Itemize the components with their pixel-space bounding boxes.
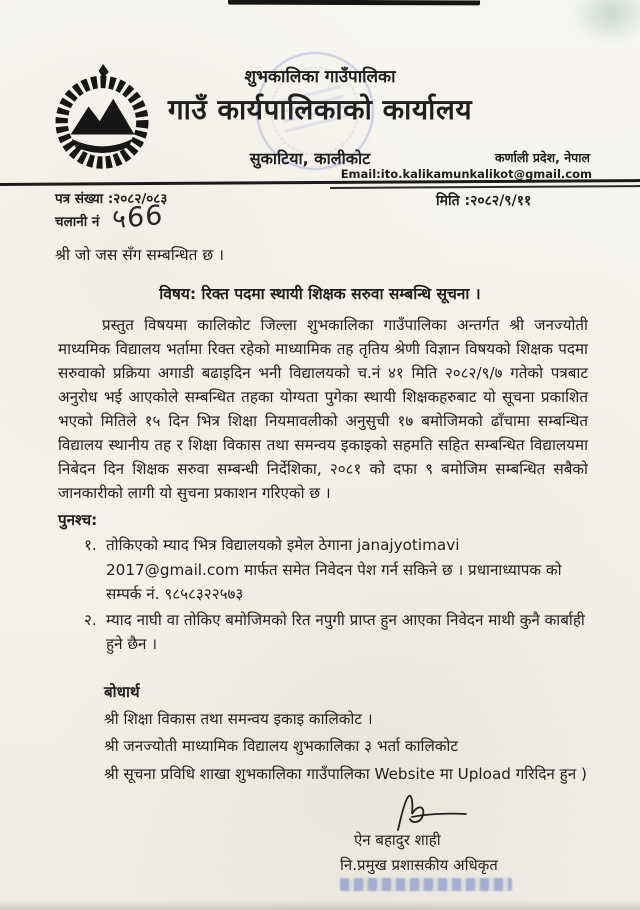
- subject-line: विषय: रिक्त पदमा स्थायी शिक्षक सरुवा सम्बन्धि सूचना ।: [159, 285, 481, 303]
- postscript-item: [84, 608, 588, 657]
- body-paragraph: प्रस्तुत विषयमा कालिकोट जिल्ला शुभकालिका गाउँपालिका अन्तर्गत श्री जनज्योती माध्यमिक विद्यालय भर्तामा रिक्त रहेको माध्यामिक तह तृतिय श्रेणी विज्ञान विषयको शिक्षक पदमा सरुवाको प्रक्रिया अगाडी बढाइदिन भनी विद्यालयको च.नं ४१ मिति २०८२/९/७ गतेको पत्रबाट अनुरोध भई आएकोले सम्बन्धित तहका योग्यता पुगेका स्थायी शिक्षकहरुबाट यो सूचना प्रकाशित भएको मितिले १५ दिन भित्र शिक्षा नियमावलीको अनुसुची १७ बमोजिमको ढाँचामा सम्बन्धित विद्यालय स्थानीय तह र शिक्षा विकास तथा समन्वय इकाइको सहमति सहित सम्बन्धित विद्यालयमा निबेदन दिन शिक्षक सरुवा सम्बन्धी निर्देशिका, २०८१ को दफा ९ बमोजिम सम्बन्धित सबैको जानकारीको लागी यो सुचना प्रकाशन गरिएको छ ।: [58, 316, 588, 502]
- dispatch-number-handwritten: ५66: [111, 199, 164, 236]
- scan-corner-smudge: [572, 0, 640, 44]
- scan-bottom-shade: [0, 900, 640, 910]
- cc-list: [104, 706, 588, 789]
- office-title: गाउँ कार्यपालिकाको कार्यालय: [167, 93, 473, 126]
- header-divider-thin: [330, 185, 640, 188]
- cc-item: श्री जनज्योती माध्यामिक विद्यालय शुभकालिका ३ भर्ता कालिकोट: [104, 737, 459, 755]
- signatory-designation: नि.प्रमुख प्रशासकीय अधिकृत: [340, 856, 498, 874]
- signatory-ink-stamp: [340, 878, 512, 891]
- cc-item: श्री शिक्षा विकास तथा समन्वय इकाइ कालिकोट ।: [104, 709, 373, 728]
- postscript-item-number: १.: [84, 536, 97, 554]
- dispatch-number-label: चलानी नं: [55, 214, 100, 230]
- office-province: कर्णाली प्रदेश, नेपाल: [494, 150, 590, 165]
- postscript-item: [84, 533, 588, 607]
- letter-ref-number: पत्र संख्या :२०८२/०८३: [55, 191, 168, 207]
- postscript-item-number: २.: [84, 610, 97, 629]
- office-email: Email:ito.kalikamunkalikot@gmail.com: [340, 167, 592, 181]
- postscript-item-text: तोकिएको म्याद भित्र विद्यालयको इमेल ठेगाना janajyotimavi 2017@gmail.com मार्फत समेत निवेदन पेश गर्न सकिने छ । प्रधानाध्यापक को सम्पर्क नं. ९८५८३२२५७३: [106, 536, 562, 603]
- recipient-line: श्री जो जस सँग सम्बन्धित छ ।: [55, 246, 225, 264]
- cc-item: श्री सूचना प्रविधि शाखा शुभकालिका गाउँपालिका Website मा Upload गरिदिन हुन ): [104, 764, 587, 783]
- postscript-item-text: म्याद नाघी वा तोकिए बमोजिमको रित नपुगी प्राप्त हुन आएका निवेदन माथी कुनै कार्बाही हुने छैन ।: [106, 610, 585, 653]
- cc-label: बोधार्थ: [104, 682, 140, 701]
- municipality-name: शुभकालिका गाउँपालिका: [244, 67, 396, 87]
- letter-date: मिति :२०८२/९/११: [436, 193, 532, 209]
- signatory-name: ऐन बहादुर शाही: [354, 831, 441, 849]
- letter-body-column: [58, 313, 588, 891]
- postscript-label: पुनश्च:: [58, 511, 98, 529]
- handwritten-signature: [392, 790, 470, 834]
- office-address: सुकाटिया, कालीकोट: [249, 149, 371, 168]
- signature-block: [340, 790, 588, 891]
- postscript-list: [84, 533, 588, 657]
- scan-edge-artifact: [228, 0, 480, 5]
